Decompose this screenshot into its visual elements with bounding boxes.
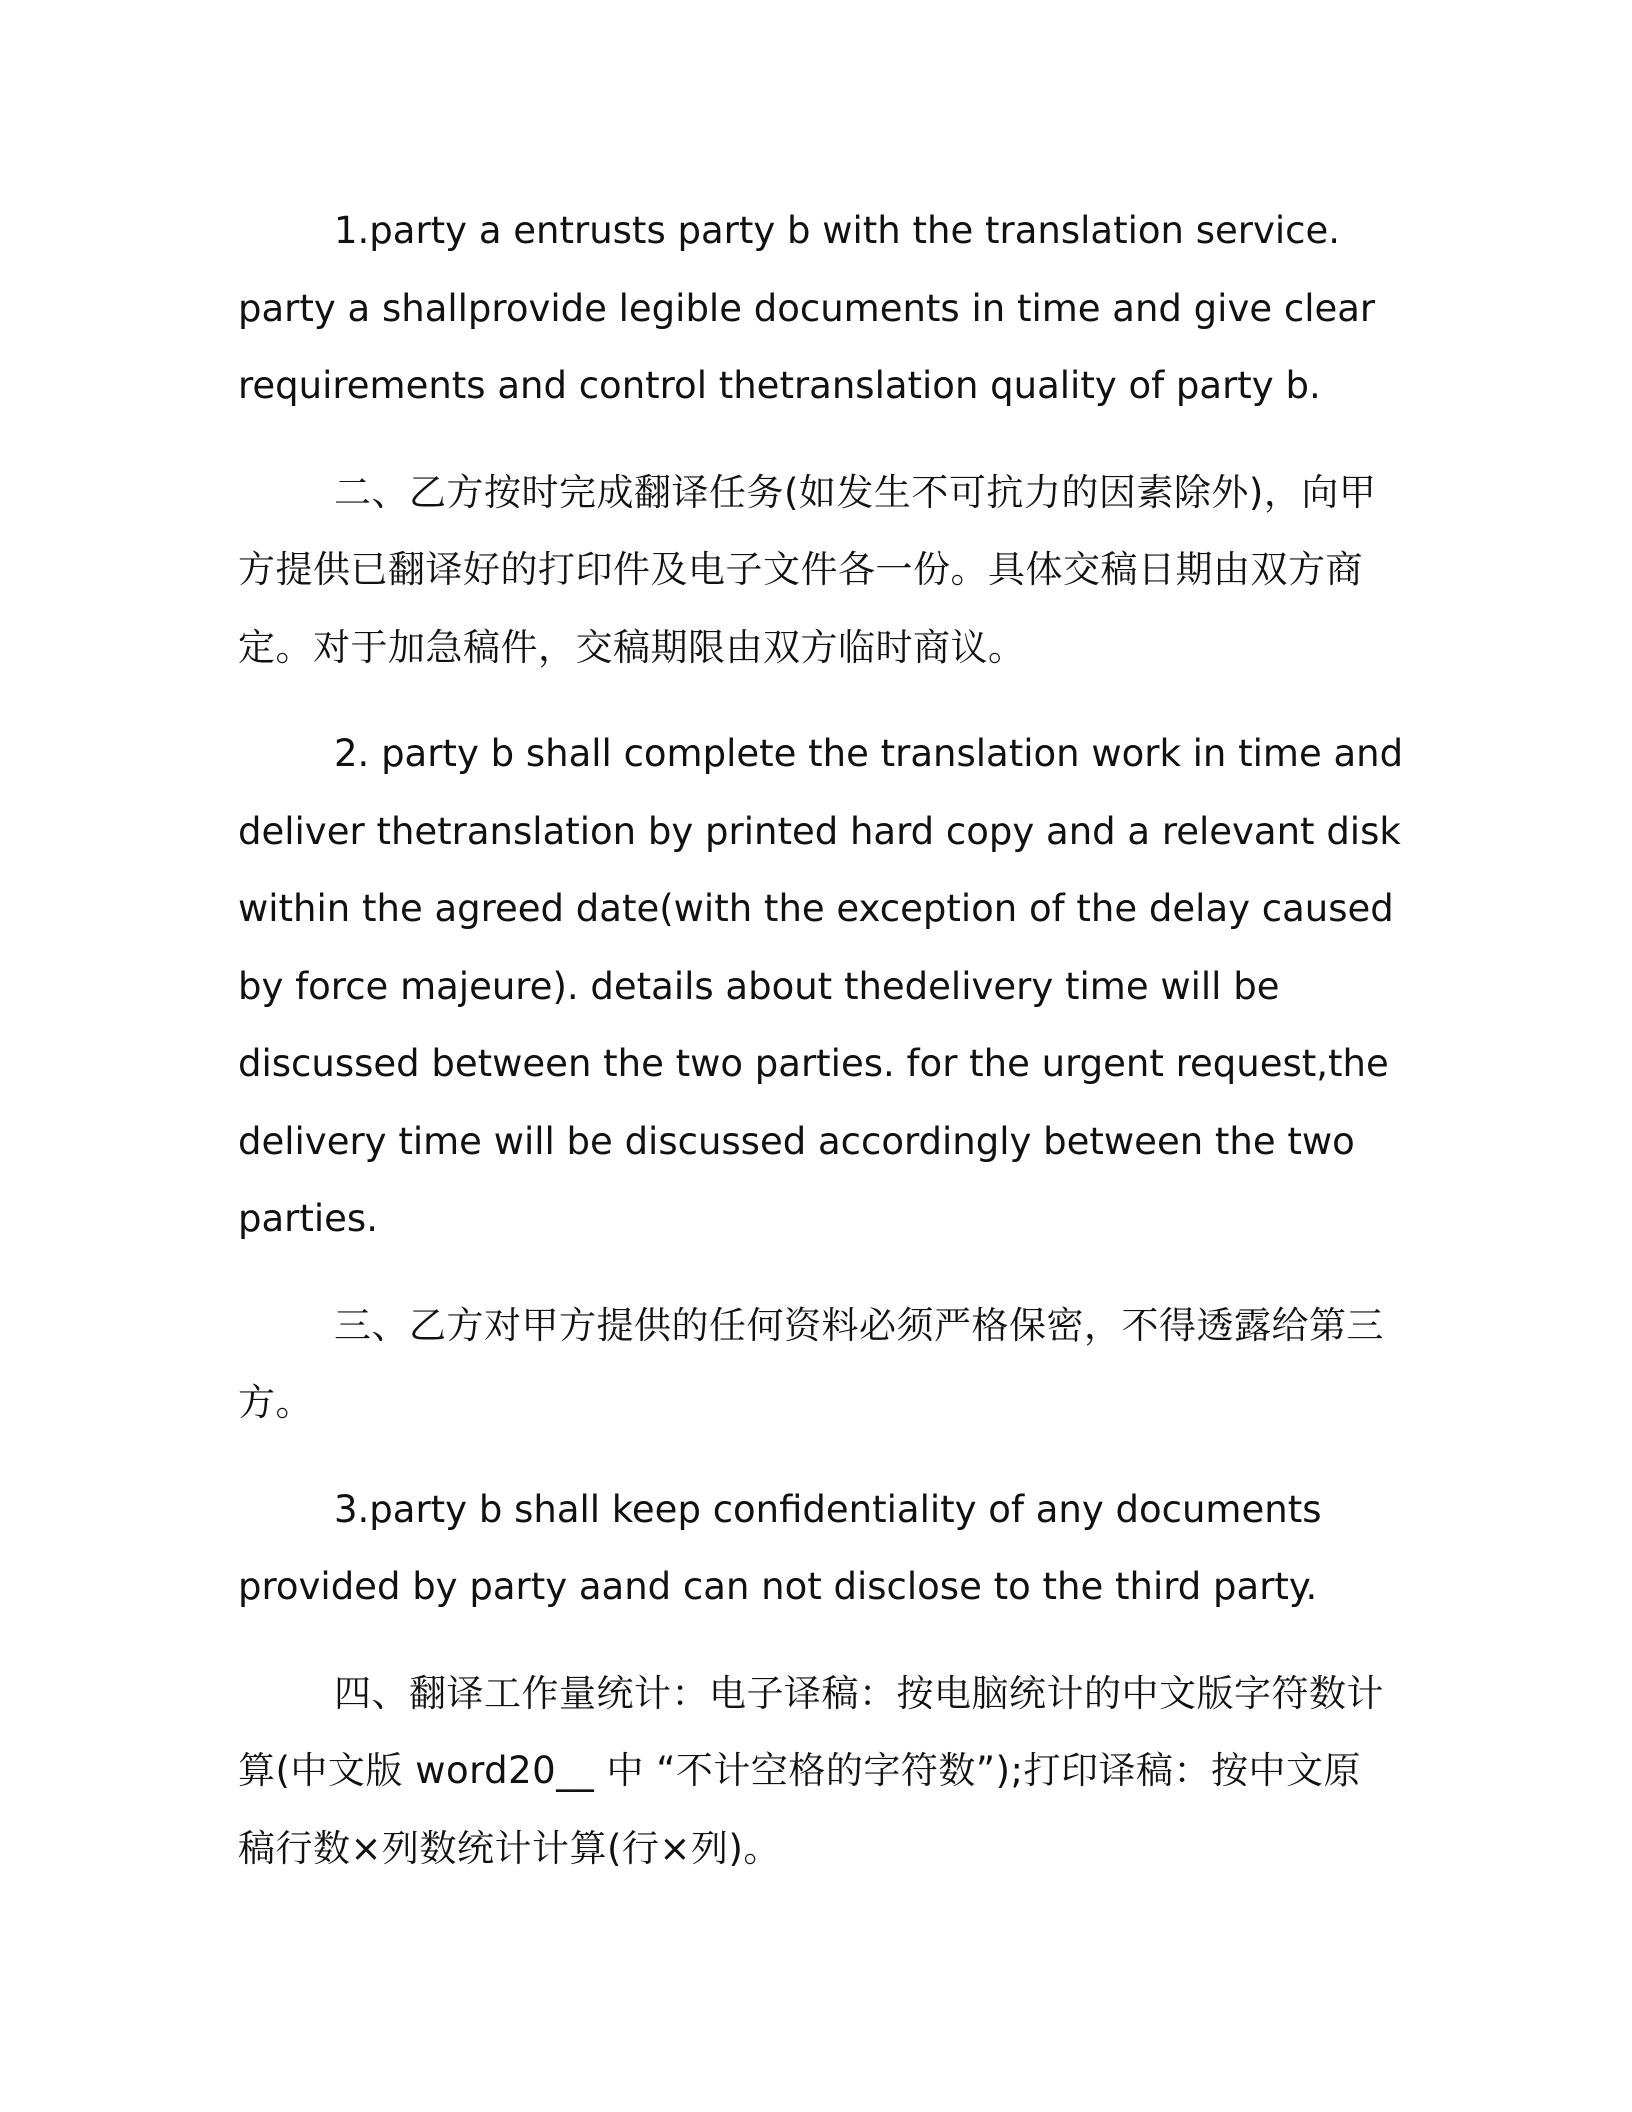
text-line: deliver thetranslation by printed hard copy and a relevant disk [238,809,1401,853]
document-body [238,192,1404,1887]
text-line: 三、乙方对甲方提供的任何资料必须严格保密，不得透露给第三 [334,1303,1384,1347]
text-line: parties. [238,1197,378,1240]
text-line: delivery time will be discussed accordingly between the two [238,1119,1355,1163]
text-line: discussed between the two parties. for the urgent request,the [238,1042,1389,1085]
text-line: 四、翻译工作量统计：电子译稿：按电脑统计的中文版字符数计 [334,1671,1384,1715]
text-line: provided by party aand can not disclose to the third party. [238,1565,1318,1608]
paragraph-3-en [238,1471,1388,1626]
text-line: within the agreed date(with the exception of the delay caused [238,887,1394,930]
text-line: 1.party a entrusts party b with the translation service. [334,209,1341,252]
paragraph-2-zh [238,454,1388,687]
text-line: 3.party b shall keep confidentiality of any documents [334,1487,1322,1531]
text-line: 2. party b shall complete the translation work in time and [334,732,1404,775]
text-line: 定。对于加急稿件，交稿期限由双方临时商议。 [238,625,1026,669]
text-line: 二、乙方按时完成翻译任务(如发生不可抗力的因素除外)，向甲 [334,470,1377,514]
paragraph-4-zh [238,1655,1388,1888]
text-line: 方提供已翻译好的打印件及电子文件各一份。具体交稿日期由双方商 [238,548,1363,591]
paragraph-1-en [238,192,1388,425]
text-line: party a shallprovide legible documents in time and give clear [238,286,1376,330]
paragraph-3-zh [238,1287,1388,1442]
paragraph-2-en [238,715,1404,1258]
text-line: 算(中文版 word20__ 中 “不计空格的字符数”);打印译稿：按中文原 [238,1749,1361,1792]
text-line: by force majeure). details about thedelivery time will be [238,964,1280,1008]
text-line: 方。 [238,1381,313,1424]
text-line: requirements and control thetranslation quality of party b. [238,364,1321,407]
text-line: 稿行数×列数统计计算(行×列)。 [238,1826,781,1870]
